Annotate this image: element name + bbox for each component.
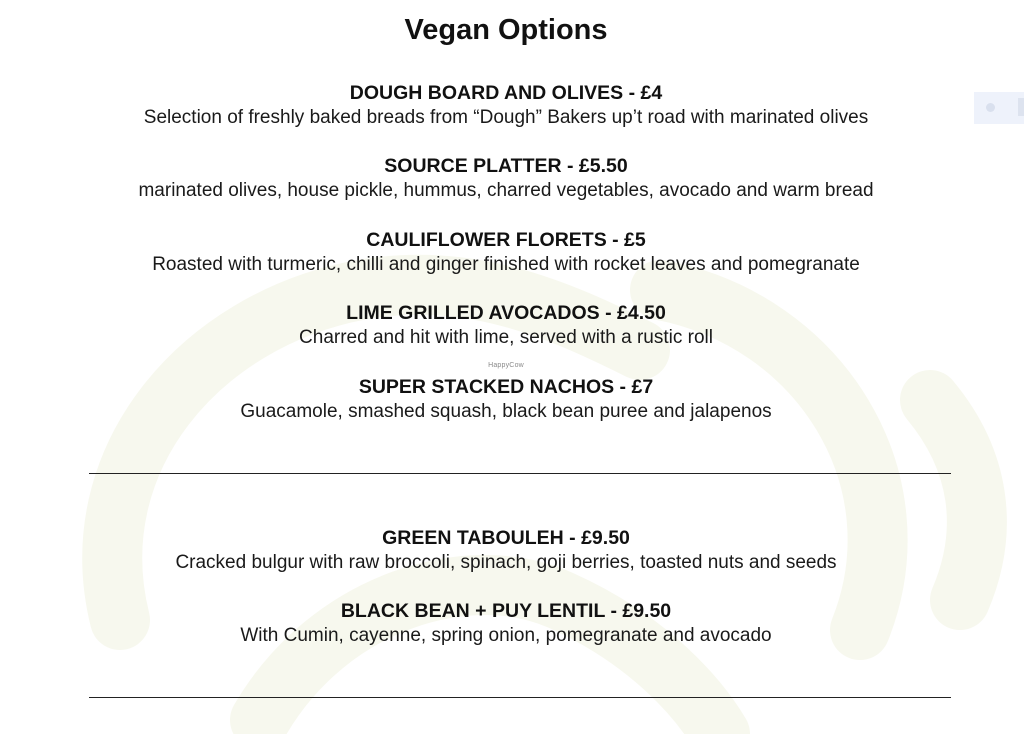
item-description: Charred and hit with lime, served with a rustic roll [299,327,713,348]
item-description: Roasted with turmeric, chilli and ginger finished with rocket leaves and pomegranate [152,254,860,275]
item-name: BLACK BEAN + PUY LENTIL - £9.50 [340,600,672,622]
item-name: GREEN TABOULEH - £9.50 [382,527,630,549]
partial-glyph-icon [1018,98,1024,116]
item-name: DOUGH BOARD AND OLIVES - £4 [349,82,663,104]
item-name: LIME GRILLED AVOCADOS - £4.50 [346,302,666,324]
menu-item-source-platter [0,154,1012,204]
item-description: Selection of freshly baked breads from “Dough” Bakers up’t road with marinated olives [143,107,869,128]
happycow-watermark-graphic [0,200,1024,734]
section-divider [89,697,951,698]
item-name: CAULIFLOWER FLORETS - £5 [366,229,646,251]
menu-item-dough-board [0,81,1012,131]
watermark-label: HappyCow [488,362,524,369]
menu-item-cauliflower-florets [0,228,1012,278]
item-description: With Cumin, cayenne, spring onion, pomegranate and avocado [240,625,772,646]
item-name: SUPER STACKED NACHOS - £7 [358,376,654,398]
menu-item-lime-grilled-avocados [0,301,1012,351]
item-description: Guacamole, smashed squash, black bean puree and jalapenos [240,401,772,422]
page-title: Vegan Options [404,14,608,46]
section-divider [89,473,951,474]
menu-item-super-stacked-nachos [0,375,1012,425]
item-description: marinated olives, house pickle, hummus, charred vegetables, avocado and warm bread [138,180,874,201]
item-name: SOURCE PLATTER - £5.50 [384,155,628,177]
menu-item-green-tabouleh [0,526,1012,576]
menu-item-black-bean-puy-lentil [0,599,1012,649]
item-description: Cracked bulgur with raw broccoli, spinach, goji berries, toasted nuts and seeds [175,552,837,573]
